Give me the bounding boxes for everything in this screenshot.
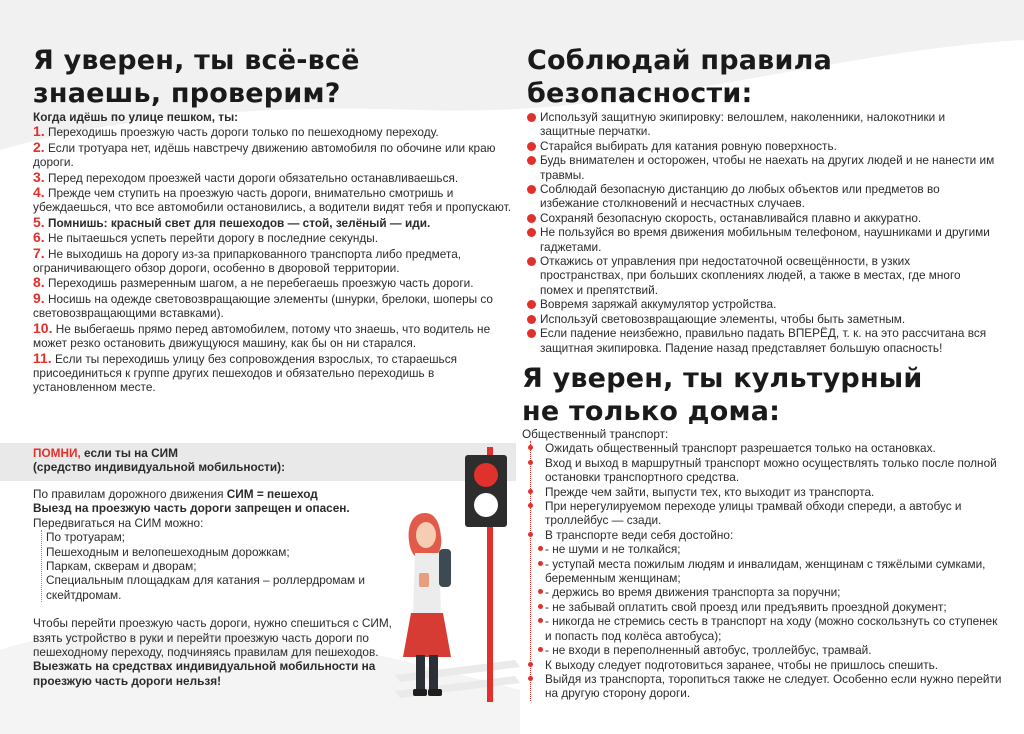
sim-place-item: Специальным площадкам для катания – роллердромам и скейтдромам. bbox=[46, 573, 365, 602]
pedestrian-rule-item bbox=[33, 185, 513, 215]
pedestrian-rule-text: Не пытаешься успеть перейти дорогу в последние секунды. bbox=[47, 231, 378, 246]
pedestrian-intro: Когда идёшь по улице пешком, ты: bbox=[33, 110, 239, 124]
behavior-item: - не забывай оплатить свой проезд или предъявить проездной документ; bbox=[541, 600, 1002, 614]
behavior-item: - не входи в переполненный автобус, троллейбус, трамвай. bbox=[541, 643, 1002, 657]
pedestrian-rule-text: Если тротуара нет, идёшь навстречу движению автомобиля по обочине или краю дороги. bbox=[33, 140, 496, 170]
transport-rule-item: К выходу следует подготовиться заранее, чтобы не пришлось спешить. bbox=[531, 658, 1002, 672]
safety-rule-item: Откажись от управления при недостаточной освещённости, в узких пространствах, при больших скоплениях людей, а также в местах, где много помех и препятствий. bbox=[527, 254, 997, 297]
transport-rule-item: При нерегулируемом переходе улицы трамвай обходи спереди, а автобус и троллейбус — сзади. bbox=[531, 499, 1002, 528]
safety-rule-item: Вовремя заряжай аккумулятор устройства. bbox=[527, 297, 997, 311]
pedestrian-rule-item bbox=[33, 351, 513, 395]
pedestrian-rule-item bbox=[33, 275, 513, 290]
sim-place-item: Паркам, скверам и дворам; bbox=[46, 559, 197, 574]
sim-crossing: Чтобы перейти проезжую часть дороги, нужно спешиться с СИМ, взять устройство в руки и перейти проезжую часть дороги по пешеходному переходу, подчиняясь правилам для пешеходов. bbox=[33, 616, 392, 660]
girl-pedestrian-icon bbox=[403, 513, 451, 696]
safety-rule-item: Старайся выбирать для катания ровную поверхность. bbox=[527, 139, 997, 153]
pedestrian-rule-item bbox=[33, 246, 513, 276]
sim-rule-prefix: По правилам дорожного движения bbox=[33, 487, 224, 501]
safety-rule-item: Соблюдай безопасную дистанцию до любых объектов или предметов во избежание столкновений и несчастных случаев. bbox=[527, 182, 997, 211]
pedestrian-rule-number: 7. bbox=[33, 244, 45, 261]
pedestrian-rule-item bbox=[33, 291, 513, 321]
pedestrian-rule-item bbox=[33, 321, 513, 351]
culture-title-line-1: Я уверен, ты культурный bbox=[522, 363, 923, 394]
pedestrian-rule-item bbox=[33, 230, 513, 245]
sim-move-intro: Передвигаться на СИМ можно: bbox=[33, 515, 204, 530]
pedestrian-rule-number: 3. bbox=[33, 168, 45, 185]
pedestrian-rule-text: Если ты переходишь улицу без сопровождения взрослых, то стараешься присоединиться к группе других пешеходов и обязательно переходишь в установленном месте. bbox=[33, 351, 457, 395]
sim-forbidden: Выезд на проезжую часть дороги запрещен и опасен. bbox=[33, 501, 350, 516]
pedestrian-rule-number: 5. bbox=[33, 213, 45, 230]
sim-rule bbox=[33, 487, 413, 501]
pedestrian-rules bbox=[33, 110, 513, 395]
pedestrian-rule-text: Переходишь размеренным шагом, а не перебегаешь проезжую часть дороги. bbox=[47, 276, 474, 291]
sim-place-item: По тротуарам; bbox=[46, 530, 125, 545]
behavior-list-wrapper bbox=[531, 542, 1002, 657]
pedestrian-rule-item bbox=[33, 124, 513, 139]
safety-rule-item: Сохраняй безопасную скорость, останавливайся плавно и аккуратно. bbox=[527, 211, 997, 225]
left-column bbox=[33, 44, 513, 110]
transport-rule-item: Вход и выход в маршрутный транспорт можно осуществлять только после полной остановки транспортного средства. bbox=[531, 456, 1002, 485]
culture-body bbox=[522, 427, 1002, 701]
traffic-light-illustration bbox=[395, 445, 520, 710]
sim-heading-sub: (средство индивидуальной мобильности): bbox=[33, 460, 286, 475]
transport-rule-item: Прежде чем зайти, выпусти тех, кто выходит из транспорта. bbox=[531, 485, 1002, 499]
pedestrian-rule-number: 10. bbox=[33, 319, 53, 336]
transport-rule-list bbox=[530, 441, 1002, 700]
behavior-list bbox=[541, 542, 1002, 657]
pedestrian-rule-text: Носишь на одежде световозвращающие элементы (шнурки, брелоки, шоперы со световозвращающими вставками). bbox=[33, 291, 493, 321]
pedestrian-rule-text: Не выбегаешь прямо перед автомобилем, потому что знаешь, что водитель не может резко остановить движущуюся машину, как бы он ни старался. bbox=[33, 321, 491, 351]
pedestrian-rule-text: Переходишь проезжую часть дороги только по пешеходному переходу. bbox=[47, 125, 439, 140]
pedestrian-rule-item bbox=[33, 170, 513, 185]
sim-body bbox=[33, 487, 413, 688]
pedestrian-rule-number: 11. bbox=[33, 349, 52, 366]
safety-rule-item: Не пользуйся во время движения мобильным телефоном, наушниками и другими гаджетами. bbox=[527, 225, 997, 254]
left-title-line-2: знаешь, проверим? bbox=[33, 78, 341, 109]
sim-final-warning: Выезжать на средствах индивидуальной мобильности на проезжую часть дороги нельзя! bbox=[33, 659, 376, 688]
pedestrian-rule-text: Помнишь: красный свет для пешеходов — стой, зелёный — иди. bbox=[47, 215, 431, 230]
pedestrian-rule-number: 2. bbox=[33, 138, 45, 155]
transport-rule-item: В транспорте веди себя достойно: bbox=[531, 528, 1002, 542]
safety-rule-item: Используй световозвращающие элементы, чтобы быть заметным. bbox=[527, 312, 997, 326]
transport-rule-item: Ожидать общественный транспорт разрешается только на остановках. bbox=[531, 441, 1002, 455]
traffic-light-icon bbox=[465, 455, 507, 527]
culture-title-line-2: не только дома: bbox=[522, 396, 781, 427]
pedestrian-rule-item bbox=[33, 140, 513, 170]
safety-title-line-2: безопасности: bbox=[527, 78, 753, 109]
safety-rule-item: Будь внимателен и осторожен, чтобы не наехать на других людей и не нанести им травмы. bbox=[527, 153, 997, 182]
behavior-item: - не шуми и не толкайся; bbox=[541, 542, 1002, 556]
pedestrian-rule-text: Перед переходом проезжей части дороги обязательно останавливаешься. bbox=[47, 170, 459, 185]
sim-heading-rest: если ты на СИМ bbox=[84, 446, 178, 460]
left-title bbox=[33, 44, 513, 110]
pedestrian-rule-list bbox=[33, 124, 513, 394]
pedestrian-rule-number: 8. bbox=[33, 274, 45, 291]
sim-remember: ПОМНИ, bbox=[33, 446, 81, 460]
pedestrian-rule-number: 1. bbox=[33, 123, 45, 140]
sim-rule-bold: СИМ = пешеход bbox=[226, 487, 318, 501]
pedestrian-rule-number: 6. bbox=[33, 229, 45, 246]
behavior-item: - уступай места пожилым людям и инвалидам, женщинам с тяжёлыми сумками, беременным женщинам; bbox=[541, 557, 1002, 586]
pedestrian-rule-number: 9. bbox=[33, 289, 45, 306]
safety-title bbox=[527, 44, 1007, 110]
safety-rule-item: Используй защитную экипировку: велошлем, наколенники, налокотники и защитные перчатки. bbox=[527, 110, 997, 139]
behavior-item: - держись во время движения транспорта за поручни; bbox=[541, 585, 1002, 599]
culture-title bbox=[522, 362, 1002, 428]
transport-rule-item: Выйдя из транспорта, торопиться также не следует. Особенно если нужно перейти на другую сторону дороги. bbox=[531, 672, 1002, 701]
transport-label: Общественный транспорт: bbox=[522, 427, 669, 441]
pedestrian-rule-item bbox=[33, 215, 513, 230]
sim-place-item: Пешеходным и велопешеходным дорожкам; bbox=[46, 544, 290, 559]
safety-rule-item: Если падение неизбежно, правильно падать ВПЕРЁД, т. к. на это рассчитана вся защитная экипировка. Падение назад представляет большую опасность! bbox=[527, 326, 997, 355]
safety-rule-list bbox=[527, 110, 997, 355]
sim-places-list bbox=[41, 530, 413, 602]
behavior-item: - никогда не стремись сесть в транспорт на ходу (можно соскользнуть со ступенек и попасть под колёса автобуса); bbox=[541, 614, 1002, 643]
pedestrian-rule-number: 4. bbox=[33, 184, 45, 201]
pedestrian-rule-text: Прежде чем ступить на проезжую часть дороги, внимательно смотришь и убеждаешься, что все автомобили остановились, а водители видят тебя и пропускают. bbox=[33, 186, 512, 215]
safety-title-line-1: Соблюдай правила bbox=[527, 45, 832, 76]
left-title-line-1: Я уверен, ты всё-всё bbox=[33, 45, 360, 76]
pedestrian-rule-text: Не выходишь на дорогу из-за припаркованного транспорта либо предмета, ограничивающего обзор дороги, особенно в дворовой территории. bbox=[33, 246, 462, 276]
